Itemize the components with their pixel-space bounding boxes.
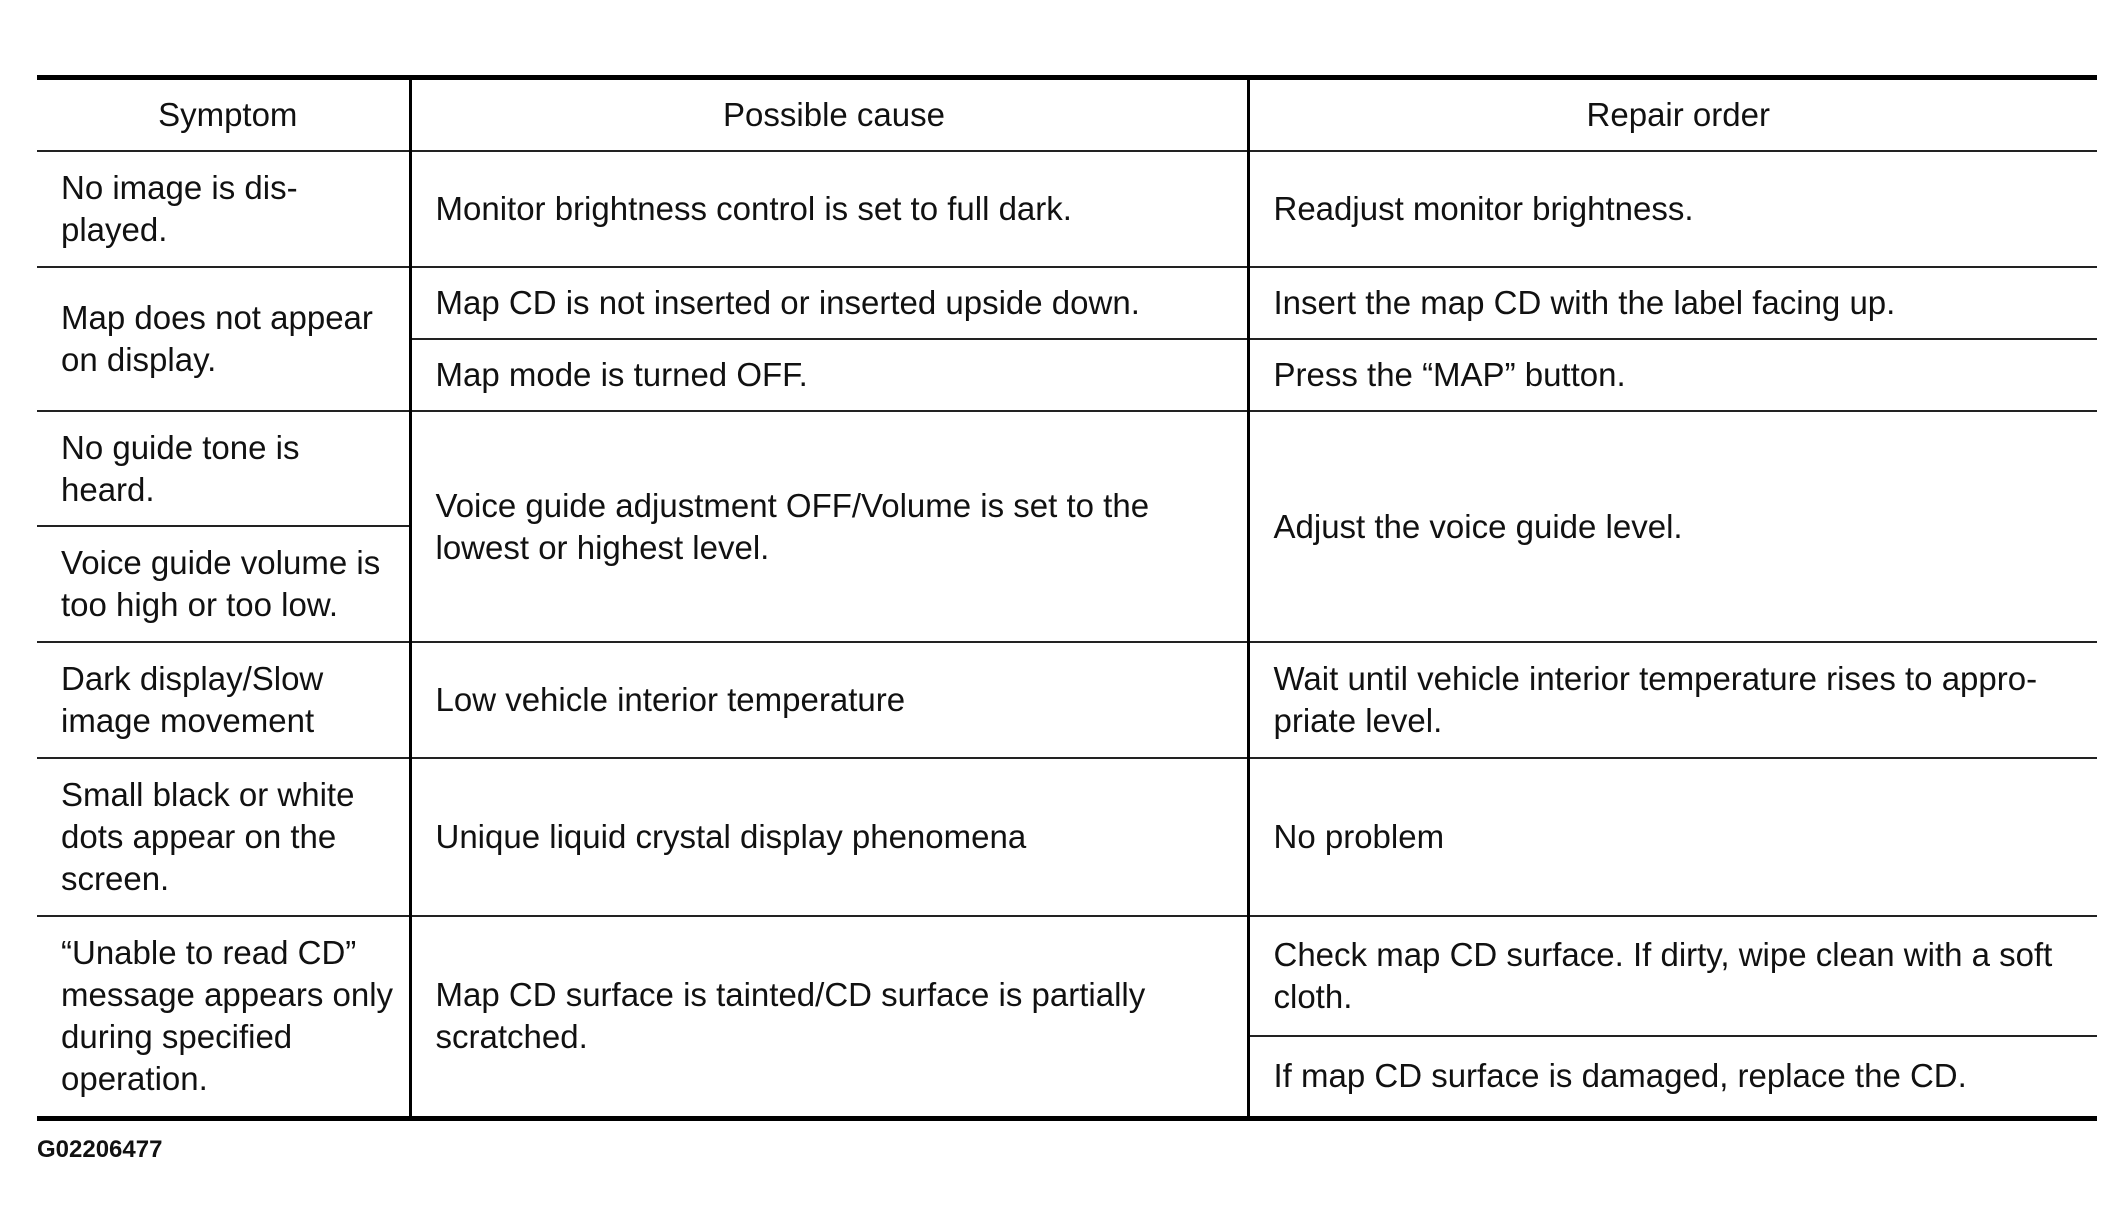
table-row [37, 151, 2097, 267]
symptom-cell: Dark display/Slow image movement [37, 642, 410, 758]
cause-cell: Map CD is not inserted or inserted upside down. [410, 267, 1248, 339]
symptom-cell: No image is dis- played. [37, 151, 410, 267]
repair-cell: Check map CD surface. If dirty, wipe clean with a soft cloth. [1248, 916, 2097, 1036]
symptom-cell: “Unable to read CD” message appears only during specified operation. [37, 916, 410, 1118]
table-row [37, 267, 2097, 339]
table-row [37, 642, 2097, 758]
repair-cell: Wait until vehicle interior temperature rises to appro- priate level. [1248, 642, 2097, 758]
header-repair-order: Repair order [1248, 78, 2097, 152]
cause-cell: Monitor brightness control is set to full dark. [410, 151, 1248, 267]
figure-id: G02206477 [37, 1136, 163, 1163]
cause-cell: Map CD surface is tainted/CD surface is partially scratched. [410, 916, 1248, 1118]
repair-cell: Press the “MAP” button. [1248, 339, 2097, 411]
repair-cell: Adjust the voice guide level. [1248, 411, 2097, 642]
repair-cell: Readjust monitor brightness. [1248, 151, 2097, 267]
cause-cell: Low vehicle interior temperature [410, 642, 1248, 758]
table-row [37, 758, 2097, 916]
symptom-cell: Map does not appear on display. [37, 267, 410, 411]
repair-cell: No problem [1248, 758, 2097, 916]
header-symptom: Symptom [37, 78, 410, 152]
troubleshooting-table [37, 75, 2097, 1121]
header-possible-cause: Possible cause [410, 78, 1248, 152]
table-header-row [37, 78, 2097, 152]
symptom-cell: No guide tone is heard. [37, 411, 410, 526]
repair-cell: Insert the map CD with the label facing up. [1248, 267, 2097, 339]
table-row [37, 411, 2097, 526]
troubleshooting-document [37, 75, 2097, 1121]
cause-cell: Voice guide adjustment OFF/Volume is set to the lowest or highest level. [410, 411, 1248, 642]
cause-cell: Map mode is turned OFF. [410, 339, 1248, 411]
table-row [37, 916, 2097, 1036]
symptom-cell: Voice guide volume is too high or too low. [37, 526, 410, 642]
cause-cell: Unique liquid crystal display phenomena [410, 758, 1248, 916]
symptom-cell: Small black or white dots appear on the screen. [37, 758, 410, 916]
repair-cell: If map CD surface is damaged, replace the CD. [1248, 1036, 2097, 1118]
